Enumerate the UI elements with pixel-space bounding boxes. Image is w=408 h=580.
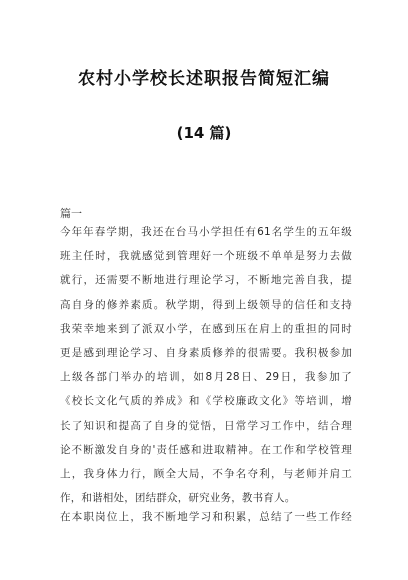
paragraph-line: 上级各部门举办的培训，如8月28日、29日，我参加了: [60, 371, 352, 384]
paragraph-line: 我荣幸地来到了派双小学，在感到压在肩上的重担的同时: [60, 322, 352, 335]
document-subtitle: (14 篇): [176, 124, 232, 142]
paragraph-1: [60, 220, 352, 510]
paragraph-line: 《校长文化气质的养成》和《学校廉政文化》等培训，增: [60, 395, 352, 408]
paragraph-line: 作，和谐相处，团结群众，研究业务，教书育人。: [60, 492, 296, 505]
paragraph-line: 长了知识和提高了自身的觉悟，日常学习工作中，结合理: [60, 419, 352, 432]
paragraph-2: [60, 505, 352, 529]
document-title: 农村小学校长述职报告简短汇编: [78, 69, 330, 89]
paragraph-line: 在本职岗位上，我不断地学习和积累，总结了一些工作经: [60, 511, 352, 523]
paragraph-line: 论不断激发自身的'责任感和进取精神。在工作和学校管理: [60, 443, 352, 456]
paragraph-line: 上，我身体力行，顾全大局，不争名夺利，与老师并肩工: [60, 467, 352, 480]
paragraph-line: 班主任时，我就感觉到管理好一个班级不单单是努力去做: [60, 250, 352, 263]
section-label: 篇一: [60, 207, 82, 220]
paragraph-line: 更是感到理论学习、自身素质修养的很需要。我积极参加: [60, 346, 352, 359]
paragraph-line: 就行，还需要不断地进行理论学习，不断地完善自我，提: [60, 274, 352, 287]
paragraph-line: 高自身的修养素质。秋学期，得到上级领导的信任和支持: [60, 298, 352, 311]
paragraph-line: 今年年春学期，我还在台马小学担任有61名学生的五年级: [60, 226, 352, 238]
